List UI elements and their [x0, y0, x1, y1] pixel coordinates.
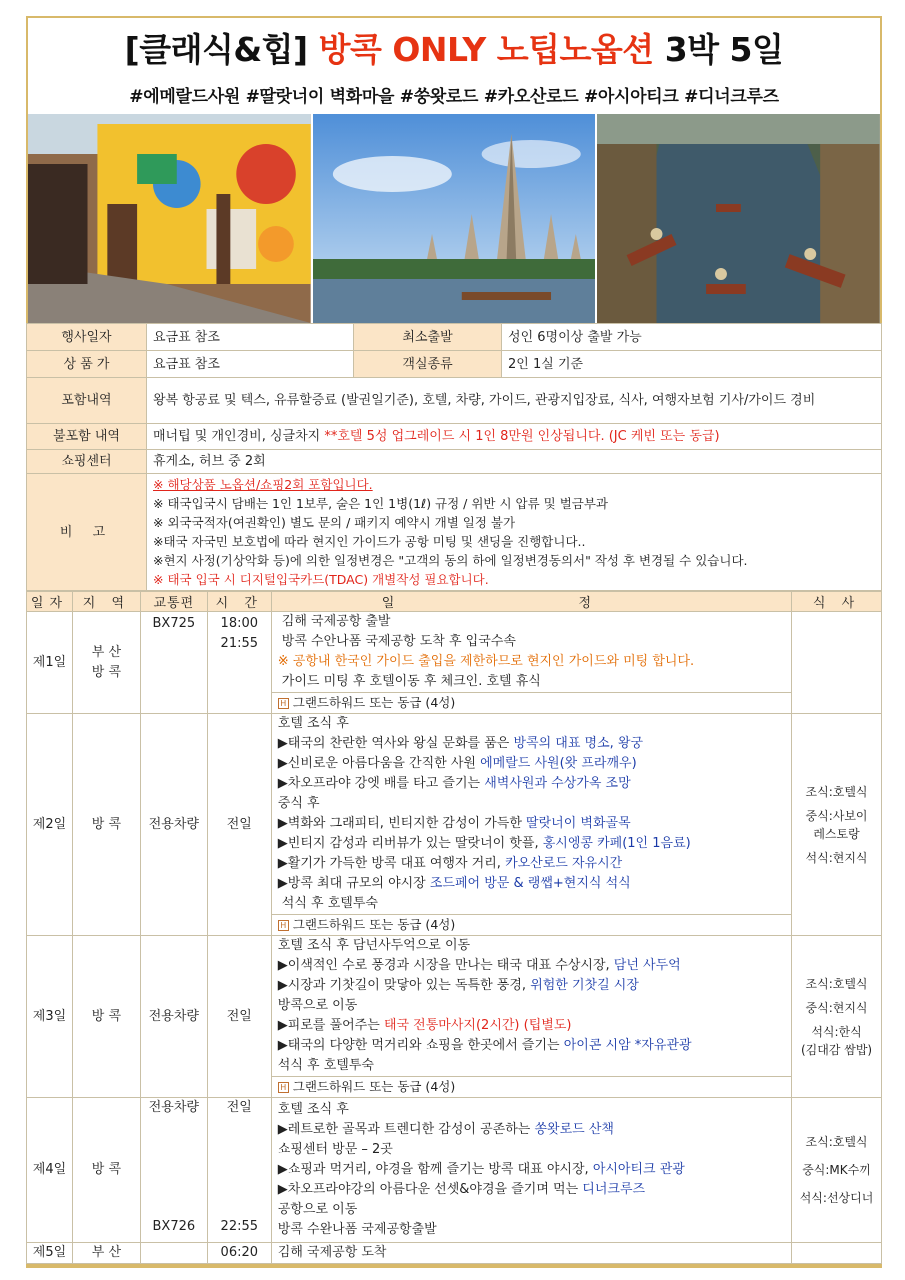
- time-depart: 18:00: [220, 616, 259, 631]
- day-row: [27, 612, 882, 714]
- hotel-icon: H: [278, 920, 289, 931]
- temple-of-dawn-photo: [313, 114, 598, 323]
- meal-cell: [792, 1098, 882, 1243]
- mural-street-photo: [28, 114, 313, 323]
- hotel-line: [272, 914, 791, 935]
- times: 전일: [207, 714, 271, 936]
- time-day: 전일: [226, 1100, 252, 1115]
- title-prefix: [클래식&힙]: [124, 30, 308, 69]
- meal-cell: [792, 936, 882, 1098]
- meal-breakfast: 조식:호텔식: [805, 784, 868, 799]
- times: 전일: [207, 936, 271, 1098]
- day-row: [27, 714, 882, 936]
- day-detail: [271, 612, 791, 714]
- day-row: [27, 936, 882, 1098]
- info-row-shopping: [27, 450, 882, 474]
- transport: BX725: [140, 612, 207, 714]
- hotel-icon: H: [278, 698, 289, 709]
- detail-line: ▶차오프라야강의 아름다운 선셋&야경을 즐기며 먹는 디너크루즈: [277, 1182, 646, 1197]
- exclude-label: 불포함 내역: [27, 424, 147, 450]
- include-value: 왕복 항공료 및 텍스, 유류할증료 (발권일기준), 호텔, 차량, 가이드, 관광지입장료, 식사, 여행자보험 기사/가이드 경비: [147, 378, 882, 424]
- meal-dinner: 석식:선상디너: [799, 1191, 874, 1205]
- day-detail: 김해 국제공항 도착: [271, 1243, 791, 1264]
- hotel-name: 그랜드하워드 또는 동급 (4성): [292, 917, 456, 932]
- photo-strip: [26, 114, 882, 323]
- detail-line: ▶태국의 다양한 먹거리와 쇼핑을 한곳에서 즐기는 아이콘 시암 *자유관광: [277, 1038, 692, 1053]
- date-label: 행사일자: [27, 324, 147, 351]
- remark-item: ※현지 사정(기상악화 등)에 의한 일정변경은 "고객의 동의 하에 일정변경동의서" 작성 후 변경될 수 있습니다.: [153, 553, 748, 568]
- info-row-date: [27, 324, 882, 351]
- transport: 전용차량: [140, 714, 207, 936]
- detail-line: 공항으로 이동: [277, 1202, 358, 1217]
- itinerary-header-row: [27, 592, 882, 612]
- product-info-table: [26, 323, 882, 591]
- include-label: 포함내역: [27, 378, 147, 424]
- detail-line: 호텔 조식 후 담넌사두억으로 이동: [277, 938, 471, 953]
- detail-line: ▶이색적인 수로 풍경과 시장을 만나는 태국 대표 수상시장, 담넌 사두억: [277, 958, 681, 973]
- day-place: 방 콕: [72, 936, 140, 1098]
- meal-dinner: 석식:한식 (김대감 쌈밥): [800, 1024, 873, 1057]
- bottom-border: [26, 1264, 882, 1268]
- info-row-price: [27, 351, 882, 378]
- detail-line: 방콕 수안나폼 국제공항 도착 후 입국수속: [281, 634, 516, 649]
- col-place: 지 역: [72, 592, 140, 612]
- day-label: 제3일: [27, 936, 73, 1098]
- detail-line: ▶시장과 기찻길이 맞닿아 있는 독특한 풍경, 위험한 기찻길 시장: [277, 978, 639, 993]
- room-value: 2인 1실 기준: [502, 351, 882, 378]
- times: [207, 612, 271, 714]
- hotel-line: [272, 1076, 791, 1097]
- price-label: 상 품 가: [27, 351, 147, 378]
- meal-lunch: 중식:사보이 레스토랑: [805, 808, 868, 841]
- detail-line: ▶방콕 최대 규모의 야시장 조드페어 방문 & 랭쌥+현지식 석식: [277, 876, 631, 891]
- day-label: 제5일: [27, 1243, 73, 1264]
- detail-line: ▶쇼핑과 먹거리, 야경을 함께 즐기는 방콕 대표 야시장, 아시아티크 관광: [277, 1162, 685, 1177]
- meal-cell: [792, 714, 882, 936]
- day-place: 방 콕: [72, 714, 140, 936]
- detail-line: ▶빈티지 감성과 리버뷰가 있는 딸랏너이 핫플, 홍시엥콩 카페(1인 1음료): [277, 836, 691, 851]
- shopping-value: 휴게소, 허브 중 2회: [147, 450, 882, 474]
- remark-item: ※ 태국 입국 시 디지털입국카드(TDAC) 개별작성 필요합니다.: [153, 572, 489, 587]
- times: [207, 1098, 271, 1243]
- detail-line: 가이드 미팅 후 호텔이동 후 체크인. 호텔 휴식: [281, 674, 541, 689]
- hotel-line: [272, 692, 791, 713]
- col-transport: 교통편: [140, 592, 207, 612]
- detail-line: 방콕으로 이동: [277, 998, 358, 1013]
- floating-market-photo: [597, 114, 880, 323]
- detail-line: ▶피로를 풀어주는 태국 전통마사지(2시간) (팁별도): [277, 1018, 572, 1033]
- time-arrive: 21:55: [220, 636, 259, 651]
- transport: [140, 1098, 207, 1243]
- meal-dinner: 석식:현지식: [805, 850, 868, 865]
- page-title: [28, 24, 880, 71]
- time-depart: 22:55: [220, 1219, 259, 1234]
- meal-breakfast: 조식:호텔식: [805, 976, 868, 991]
- day-place: 부 산: [72, 1243, 140, 1264]
- day-detail: [271, 936, 791, 1098]
- remark-item: ※태국 자국민 보호법에 따라 현지인 가이드가 공항 미팅 및 샌딩을 진행합니다..: [153, 534, 586, 549]
- col-time: 시 간: [207, 592, 271, 612]
- place-arrival: 방 콕: [91, 664, 122, 680]
- day-detail: [271, 1098, 791, 1243]
- day-row: [27, 1098, 882, 1243]
- place-departure: 부 산: [91, 644, 122, 660]
- tour-flyer: [26, 16, 882, 1268]
- hotel-name: 그랜드하워드 또는 동급 (4성): [292, 695, 456, 710]
- detail-line: 호텔 조식 후: [277, 716, 349, 731]
- remark-item: ※ 외국국적자(여권확인) 별도 문의 / 패키지 예약시 개별 일정 불가: [153, 515, 516, 530]
- exclude-cell: [147, 424, 882, 450]
- day-label: 제4일: [27, 1098, 73, 1243]
- col-day: 일자: [27, 592, 73, 612]
- room-label: 객실종류: [354, 351, 502, 378]
- transport-flight: BX726: [152, 1219, 196, 1234]
- exclude-value: 매너팁 및 개인경비, 싱글차지: [153, 429, 321, 444]
- detail-line: 방콕 수완나폼 국제공항출발: [277, 1222, 437, 1237]
- times: 06:20: [207, 1243, 271, 1264]
- meal-cell: [792, 612, 882, 714]
- date-value: 요금표 참조: [147, 324, 354, 351]
- detail-line: ▶활기가 가득한 방콕 대표 여행자 거리, 카오산로드 자유시간: [277, 856, 623, 871]
- day-place: 방 콕: [72, 1098, 140, 1243]
- shopping-label: 쇼핑센터: [27, 450, 147, 474]
- detail-line: 중식 후: [277, 796, 320, 811]
- meal-breakfast: 조식:호텔식: [805, 1135, 868, 1149]
- exclude-note: **호텔 5성 업그레이드 시 1인 8만원 인상됩니다. (JC 케빈 또는 동급): [324, 429, 720, 444]
- hashtag-line: #에메랄드사원 #딸랏너이 벽화마을 #쑹왓로드 #카오산로드 #아시아티크 #디너크루즈: [129, 87, 779, 107]
- hotel-name: 그랜드하워드 또는 동급 (4성): [292, 1079, 456, 1094]
- remarks-cell: [147, 474, 882, 591]
- title-duration: 3박 5일: [664, 30, 784, 69]
- detail-line: ▶차오프라야 강엣 배를 타고 즐기는 새벽사원과 수상가옥 조망: [277, 776, 631, 791]
- info-row-exclude: [27, 424, 882, 450]
- info-row-include: [27, 378, 882, 424]
- remark-item: ※ 태국입국시 담배는 1인 1보루, 술은 1인 1병(1ℓ) 규정 / 위반 시 압류 및 벌금부과: [153, 496, 608, 511]
- day-label: 제2일: [27, 714, 73, 936]
- remark-item: ※ 해당상품 노옵션/쇼핑2회 포함입니다.: [153, 477, 373, 492]
- detail-line: 김해 국제공항 출발: [281, 614, 391, 629]
- meal-lunch: 중식:MK수끼: [802, 1163, 871, 1177]
- info-row-remarks: [27, 474, 882, 591]
- detail-line: 호텔 조식 후: [277, 1102, 349, 1117]
- detail-line: 석식 후 호텔투숙: [277, 1058, 374, 1073]
- itinerary-table: [26, 591, 882, 1264]
- meal-cell: [792, 1243, 882, 1264]
- detail-line: ※ 공항내 한국인 가이드 출입을 제한하므로 현지인 가이드와 미팅 합니다.: [277, 654, 695, 669]
- title-main: 방콕 ONLY 노팁노옵션: [318, 30, 654, 69]
- detail-line: ▶레트로한 골목과 트렌디한 감성이 공존하는 쏭왓로드 산책: [277, 1122, 614, 1137]
- remarks-label: 비 고: [27, 474, 147, 591]
- col-itinerary: 일 정: [271, 592, 791, 612]
- min-departure-label: 최소출발: [354, 324, 502, 351]
- detail-line: 석식 후 호텔투숙: [281, 896, 378, 911]
- detail-line: ▶태국의 찬란한 역사와 왕실 문화를 품은 방콕의 대표 명소, 왕궁: [277, 736, 644, 751]
- detail-line: ▶신비로운 아름다움을 간직한 사원 에메랄드 사원(왓 프라깨우): [277, 756, 637, 771]
- meal-lunch: 중식:현지식: [805, 1000, 868, 1015]
- detail-line: ▶벽화와 그래피티, 빈티지한 감성이 가득한 딸랏너이 벽화골목: [277, 816, 631, 831]
- day-row: [27, 1243, 882, 1264]
- price-value: 요금표 참조: [147, 351, 354, 378]
- min-departure-value: 성인 6명이상 출발 가능: [502, 324, 882, 351]
- day-label: 제1일: [27, 612, 73, 714]
- detail-line: 쇼핑센터 방문 – 2곳: [277, 1142, 393, 1157]
- day-detail: [271, 714, 791, 936]
- day-places: [72, 612, 140, 714]
- transport: 전용차량: [140, 936, 207, 1098]
- hotel-icon: H: [278, 1082, 289, 1093]
- transport-day: 전용차량: [148, 1100, 199, 1115]
- col-meal: 식 사: [792, 592, 882, 612]
- flyer-header: [26, 16, 882, 114]
